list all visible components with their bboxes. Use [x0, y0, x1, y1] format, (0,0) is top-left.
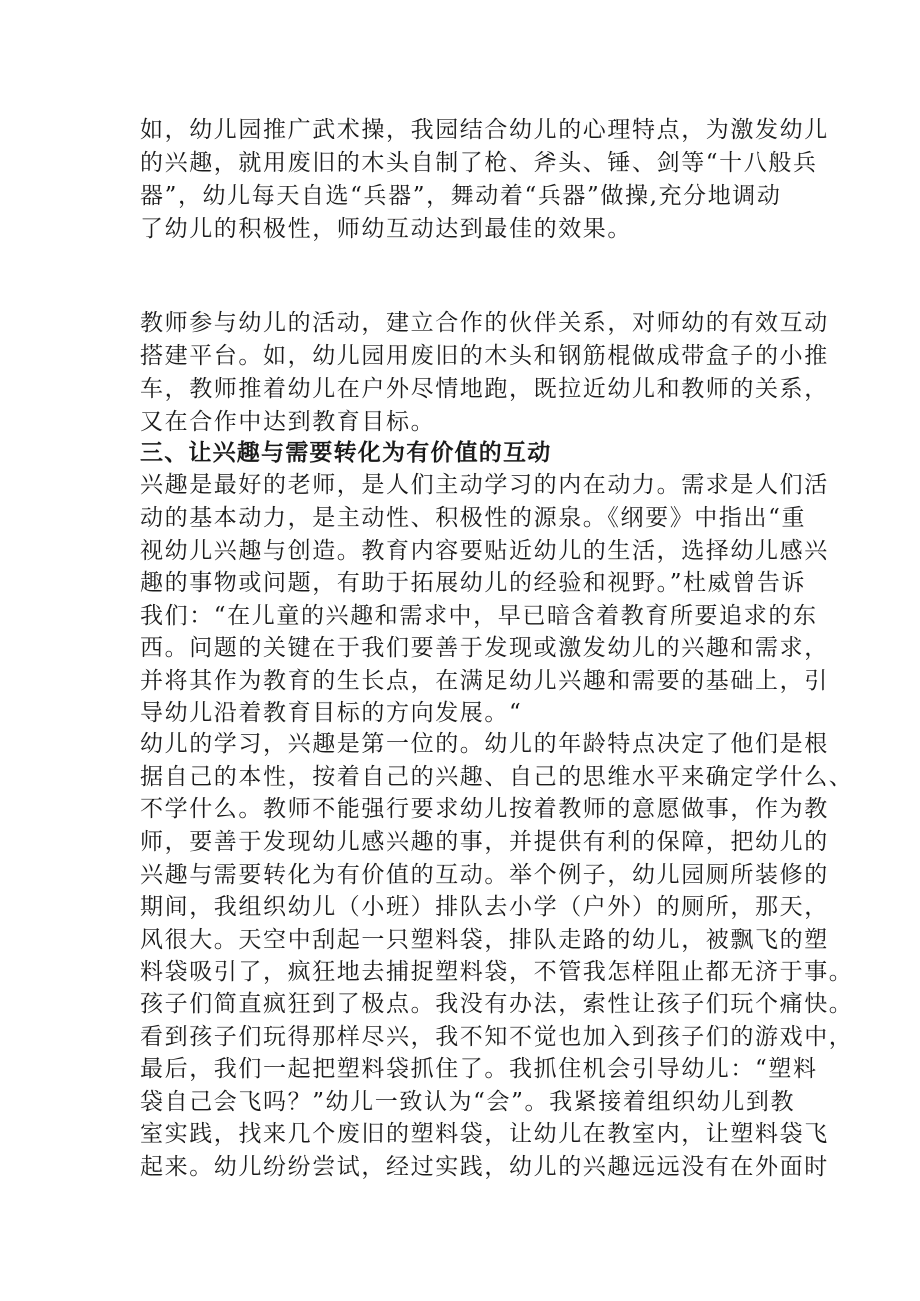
text-line: 并将其作为教育的生长点，在满足幼儿兴趣和需要的基础上，引	[140, 668, 829, 694]
text-line: 导幼儿沿着教育目标的方向发展。“	[140, 700, 523, 726]
text-line: 动的基本动力，是主动性、积极性的源泉。《纲要》中指出“重	[140, 505, 807, 531]
text-line: 师，要善于发现幼儿感兴趣的事，并提供有利的保障，把幼儿的	[140, 829, 829, 855]
text-line: 袋自己会飞吗？”幼儿一致认为“会”。我紧接着组织幼儿到教	[140, 1089, 796, 1115]
text-line: 兴趣是最好的老师，是人们主动学习的内在动力。需求是人们活	[140, 472, 829, 498]
text-line: 了幼儿的积极性，师幼互动达到最佳的效果。	[140, 216, 632, 242]
text-line: 搭建平台。如，幼儿园用废旧的木头和钢筋棍做成带盒子的小推	[140, 343, 829, 369]
text-line: 据自己的本性，按着自己的兴趣、自己的思维水平来确定学什么、	[140, 764, 854, 790]
text-line: 西。问题的关键在于我们要善于发现或激发幼儿的兴趣和需求，	[140, 635, 829, 661]
text-line: 起来。幼儿纷纷尝试，经过实践，幼儿的兴趣远远没有在外面时	[140, 1154, 829, 1180]
text-line: 的兴趣，就用废旧的木头自制了枪、斧头、锤、剑等“十八般兵	[140, 150, 818, 176]
text-line: 视幼儿兴趣与创造。教育内容要贴近幼儿的生活，选择幼儿感兴	[140, 538, 829, 564]
section-heading: 三、让兴趣与需要转化为有价值的互动	[140, 439, 552, 466]
text-line: 不学什么。教师不能强行要求幼儿按着教师的意愿做事，作为教	[140, 796, 829, 822]
text-line: 又在合作中达到教育目标。	[140, 409, 436, 435]
text-line: 最后，我们一起把塑料袋抓住了。我抓住机会引导幼儿：“塑料	[140, 1056, 818, 1082]
text-line: 车，教师推着幼儿在户外尽情地跑，既拉近幼儿和教师的关系，	[140, 376, 829, 402]
text-line: 趣的事物或问题，有助于拓展幼儿的经验和视野。”杜威曾告诉	[140, 570, 807, 596]
text-line: 兴趣与需要转化为有价值的互动。举个例子，幼儿园厕所装修的	[140, 862, 829, 888]
text-line: 孩子们简直疯狂到了极点。我没有办法，索性让孩子们玩个痛快。	[140, 991, 854, 1017]
text-line: 料袋吸引了，疯狂地去捕捉塑料袋，不管我怎样阻止都无济于事。	[140, 959, 854, 985]
text-line: 看到孩子们玩得那样尽兴，我不知不觉也加入到孩子们的游戏中，	[140, 1024, 854, 1050]
text-line: 幼儿的学习，兴趣是第一位的。幼儿的年龄特点决定了他们是根	[140, 731, 829, 757]
text-line: 期间，我组织幼儿（小班）排队去小学（户外）的厕所，那天，	[140, 894, 829, 920]
text-line: 室实践，找来几个废旧的塑料袋，让幼儿在教室内，让塑料袋飞	[140, 1121, 829, 1147]
text-line: 器”，幼儿每天自选“兵器”，舞动着“兵器”做操,充分地调动	[140, 183, 782, 209]
text-line: 教师参与幼儿的活动，建立合作的伙伴关系，对师幼的有效互动	[140, 310, 829, 336]
text-line: 我们：“在儿童的兴趣和需求中，早已暗含着教育所要追求的东	[140, 603, 818, 629]
text-line: 风很大。天空中刮起一只塑料袋，排队走路的幼儿，被飘飞的塑	[140, 927, 829, 953]
text-line: 如，幼儿园推广武术操，我园结合幼儿的心理特点，为激发幼儿	[140, 117, 829, 143]
